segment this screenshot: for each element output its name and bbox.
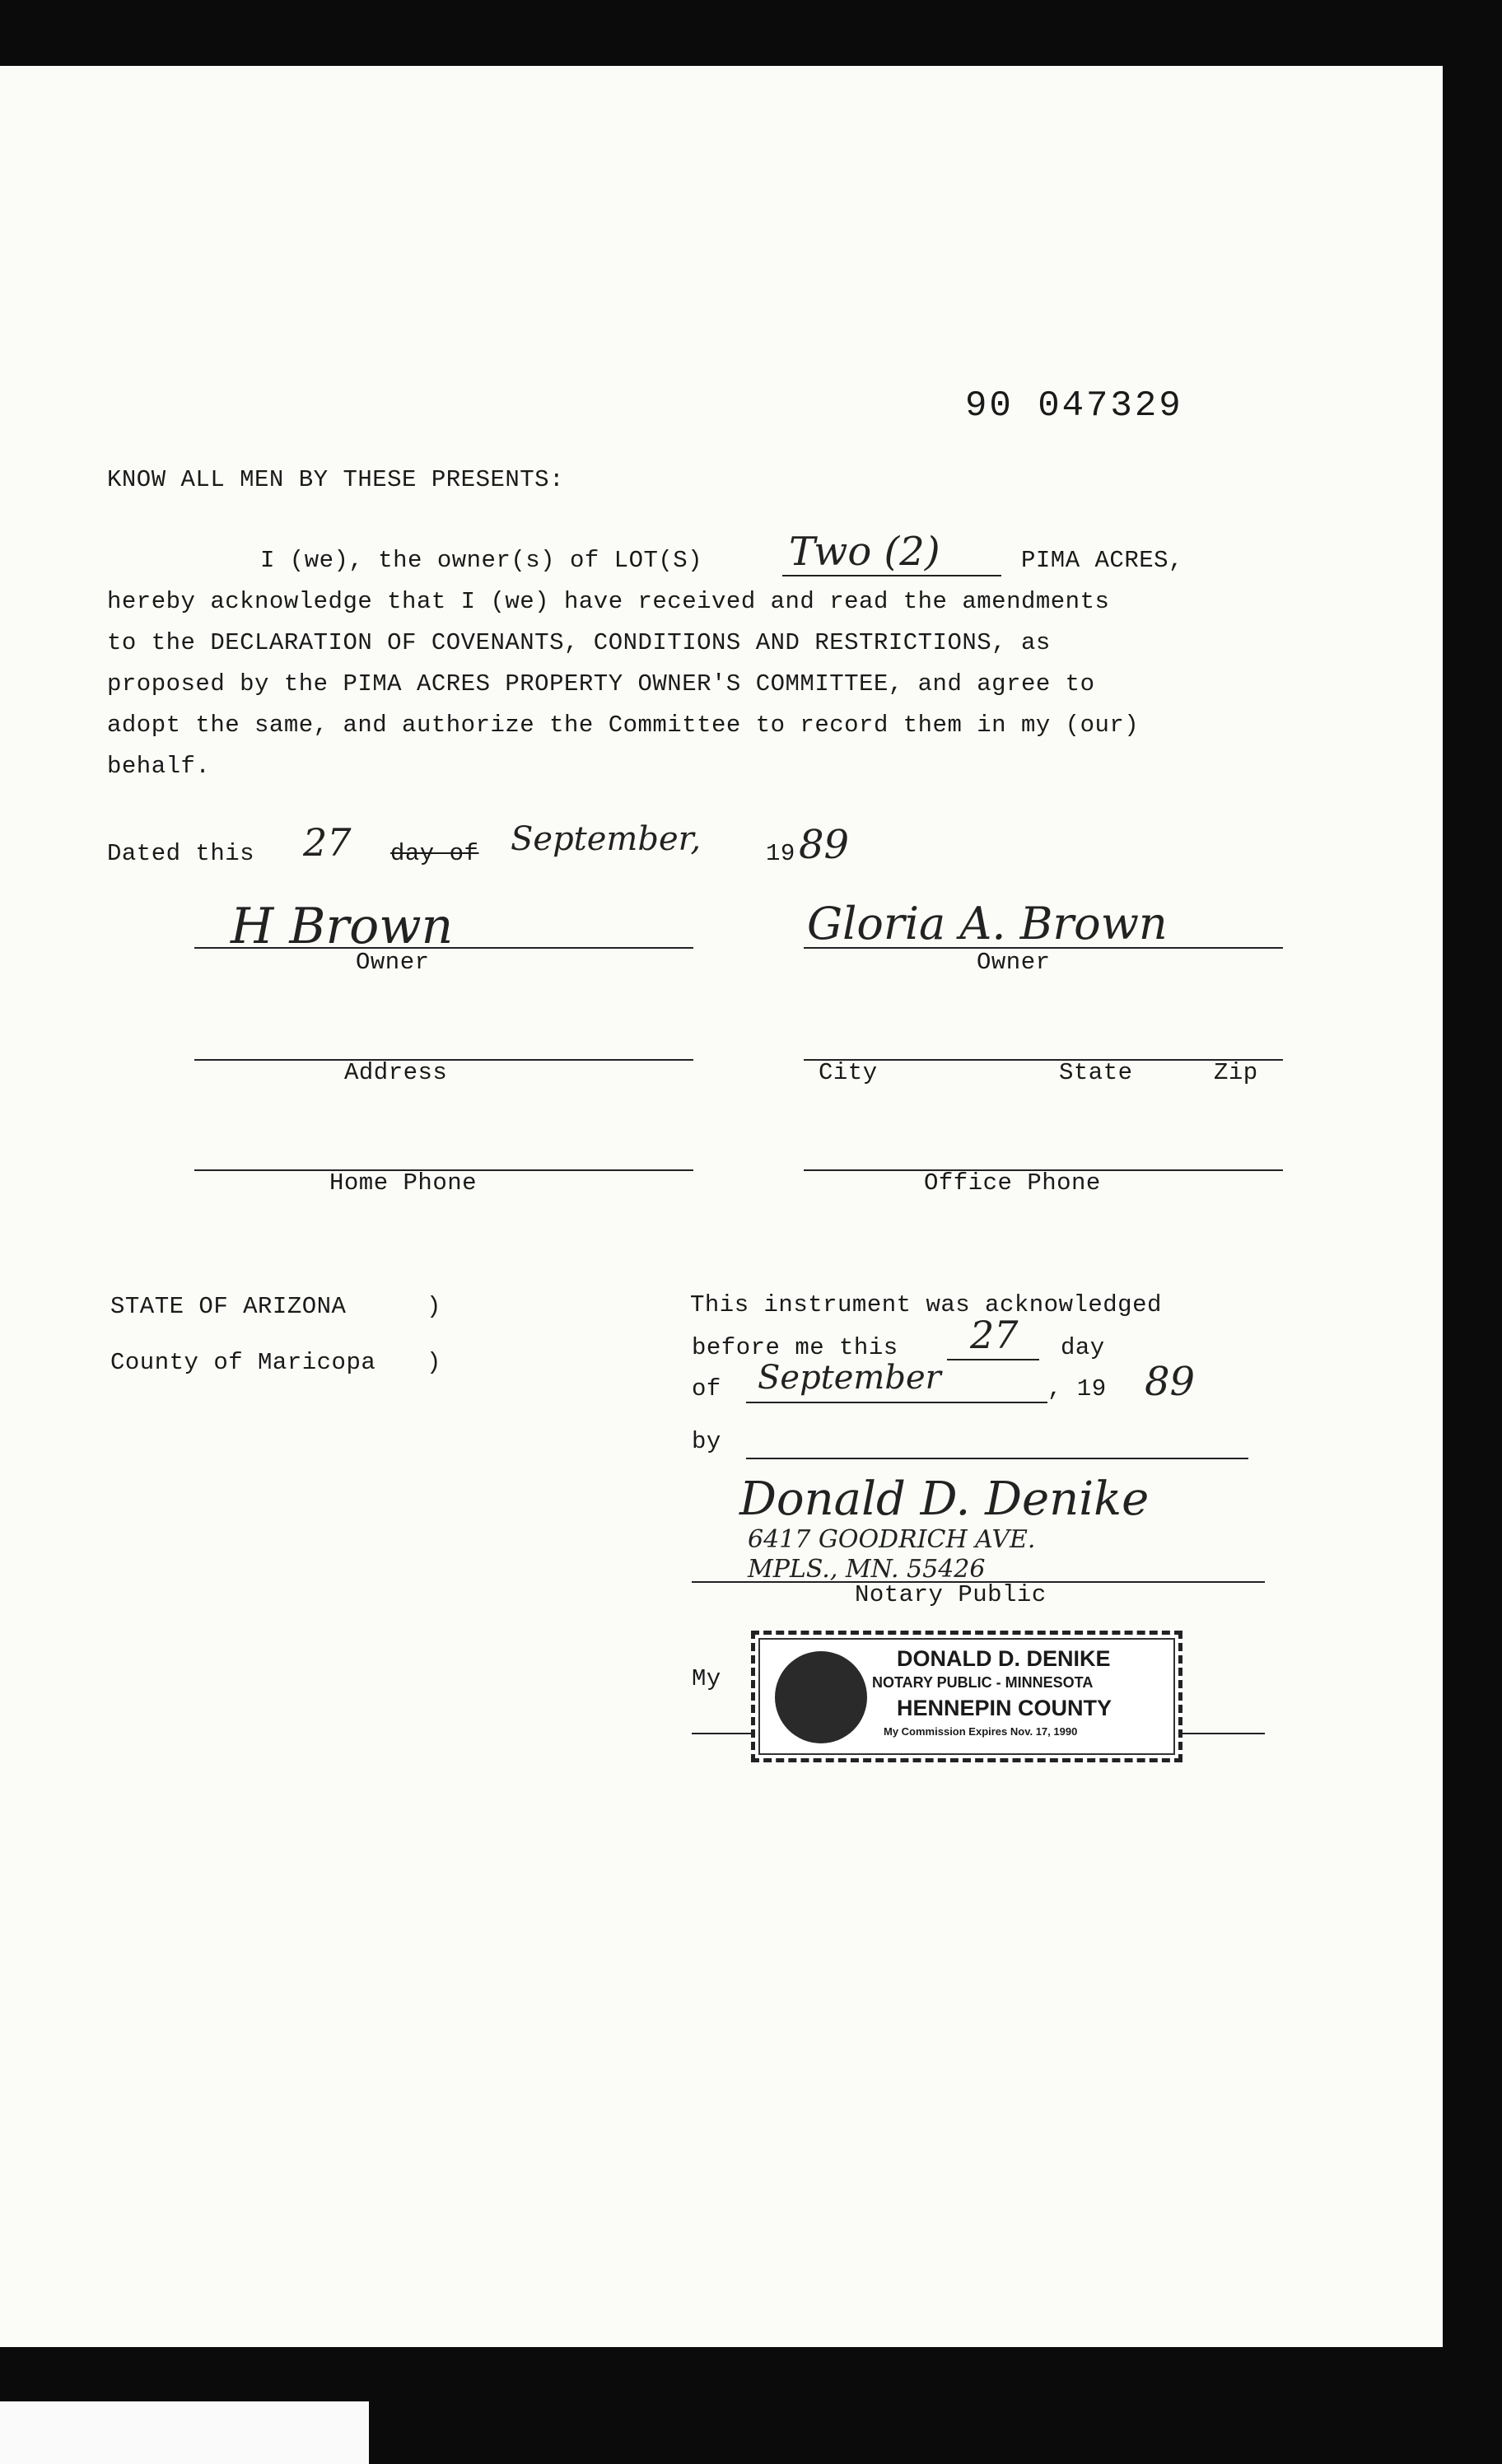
owner2-signature: Gloria A. Brown (807, 898, 1168, 950)
notary-stamp (751, 1631, 1182, 1762)
ack-by: by (692, 1428, 721, 1455)
dated-day: 27 (303, 820, 352, 865)
ack-year-prefix: , 19 (1047, 1375, 1107, 1402)
notary-label: Notary Public (855, 1581, 1047, 1608)
ack-year: 89 (1145, 1359, 1196, 1405)
ack-of: of (692, 1375, 721, 1402)
stamp-county: HENNEPIN COUNTY (897, 1696, 1113, 1720)
para-line-2: hereby acknowledge that I (we) have received and read the amendments (107, 588, 1110, 615)
stamp-name: DONALD D. DENIKE (897, 1646, 1111, 1671)
zip-label: Zip (1214, 1059, 1258, 1086)
stamp-title: NOTARY PUBLIC - MINNESOTA (872, 1674, 1094, 1691)
owner1-label: Owner (356, 949, 430, 976)
dated-month: September, (511, 820, 702, 858)
owner1-line (194, 947, 693, 949)
lot-underline (782, 575, 1001, 576)
venue-state: STATE OF ARIZONA (110, 1293, 347, 1320)
owner1-signature: H Brown (231, 898, 454, 955)
ack-by-line (746, 1458, 1248, 1459)
para-line-1-pre: I (we), the owner(s) of LOT(S) (260, 547, 703, 574)
venue-county: County of Maricopa (110, 1349, 376, 1376)
heading: KNOW ALL MEN BY THESE PRESENTS: (107, 466, 564, 493)
para-line-3: to the DECLARATION OF COVENANTS, CONDITIONS AND RESTRICTIONS, as (107, 629, 1051, 656)
lot-handwritten: Two (2) (789, 529, 940, 575)
document-page (0, 66, 1443, 2347)
ack-month-line (746, 1402, 1047, 1403)
ack-line-2-pre: before me this (692, 1334, 898, 1361)
city-label: City (819, 1059, 878, 1086)
venue-bracket-1: ) (427, 1293, 441, 1320)
ack-day: 27 (970, 1313, 1019, 1357)
home-phone-label: Home Phone (329, 1169, 478, 1197)
owner2-label: Owner (977, 949, 1051, 976)
notary-seal-icon (775, 1651, 867, 1743)
ack-line-1: This instrument was acknowledged (690, 1291, 1162, 1318)
address-label: Address (344, 1059, 448, 1086)
dated-year: 89 (799, 822, 850, 868)
ack-day-line (947, 1359, 1039, 1360)
bottom-label-area (0, 2401, 369, 2464)
venue-bracket-2: ) (427, 1349, 441, 1376)
para-line-6: behalf. (107, 753, 211, 780)
para-line-5: adopt the same, and authorize the Committee to record them in my (our) (107, 712, 1140, 739)
document-number: 90 047329 (965, 385, 1183, 427)
dated-year-prefix: 19 (766, 840, 795, 867)
state-label: State (1059, 1059, 1133, 1086)
notary-address-1: 6417 GOODRICH AVE. (748, 1525, 1036, 1554)
notary-address-2: MPLS., MN. 55426 (748, 1555, 986, 1584)
dated-day-of: day of (390, 840, 479, 867)
ack-line-2-post: day (1061, 1334, 1105, 1361)
stamp-expires: My Commission Expires Nov. 17, 1990 (884, 1725, 1078, 1738)
my-commission: My (692, 1665, 721, 1692)
notary-signature: Donald D. Denike (739, 1472, 1150, 1526)
office-phone-label: Office Phone (924, 1169, 1101, 1197)
dated-prefix: Dated this (107, 840, 255, 867)
para-line-4: proposed by the PIMA ACRES PROPERTY OWNER'S COMMITTEE, and agree to (107, 670, 1095, 698)
para-line-1-post: PIMA ACRES, (1021, 547, 1183, 574)
ack-month: September (758, 1359, 941, 1397)
